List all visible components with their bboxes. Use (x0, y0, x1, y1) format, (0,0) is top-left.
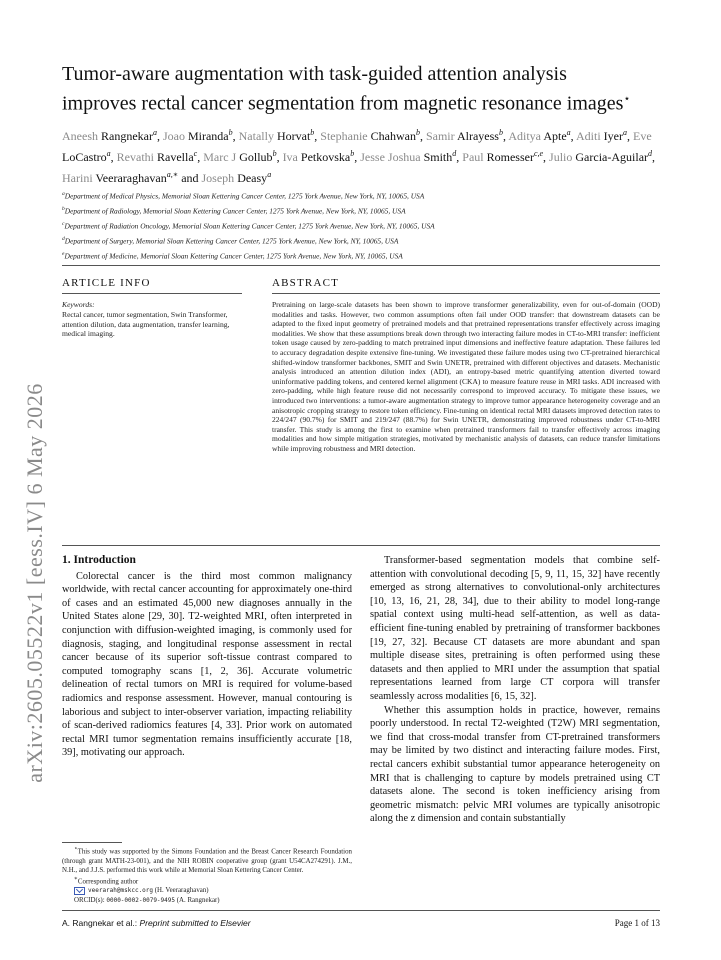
author-name (163, 129, 233, 143)
author-last-name: Gollub (239, 150, 273, 164)
author-first-name: Aneesh (62, 129, 98, 143)
author-last-name: Smith (423, 150, 453, 164)
arxiv-identifier-stamp: arXiv:2605.05522v1 [eess.IV] 6 May 2026 (22, 383, 47, 783)
author-first-name: Joao (162, 129, 185, 143)
author-affiliation-mark: b (228, 128, 233, 137)
author-name (203, 150, 276, 164)
left-column (62, 554, 352, 760)
title-footnote-mark: ⋆ (623, 93, 631, 105)
keywords-label: Keywords (62, 300, 93, 309)
author-affiliation-mark: a (152, 128, 157, 137)
author-affiliation-mark: a,∗ (166, 170, 179, 179)
author-first-name: Stephanie (320, 129, 368, 143)
author-affiliation-mark: b (350, 149, 355, 158)
running-footer-left (62, 918, 251, 928)
article-info-divider (62, 293, 242, 294)
page-number: Page 1 of 13 (614, 918, 660, 928)
author-affiliation-mark: a (267, 170, 272, 179)
author-last-name: Alrayess (456, 129, 499, 143)
introduction-heading: 1. Introduction (62, 554, 136, 566)
author-first-name: Joseph (201, 171, 235, 185)
author-first-name: Marc J (203, 150, 237, 164)
introduction-paragraph-1: Colorectal cancer is the third most common malignancy worldwide, with rectal cancer accounting for approximately one-third of cases and an estimated 45,000 new diagnoses annually in the United States alone [29, 30]. T2-weighted MRI, often interpreted in conjunction with diffusion-weighted imaging, is commonly used for diagnosis, staging, and longitudinal response assessment in rectal cancer because of its superior soft-tissue contrast compared to computed tomography scans [1, 2, 36]. Accurate volumetric delineation of rectal tumors on MRI is required for volume-based radiomics and response assessment. However, manual contouring is laborious and subject to inter-observer variation, impacting reliability of scan-derived radiomics features [4, 33]. Prior work on automated rectal MRI tumor segmentation remains insufficiently accurate [18, 39], motivating our approach. (62, 570, 352, 759)
keywords-colon: : (92, 300, 95, 309)
author-name (239, 129, 315, 143)
introduction-paragraph-2: Transformer-based segmentation models that combine self-attention with convolutional decoding [5, 9, 11, 15, 32] have recently emerged as strong alternatives to convolutional-only architectures [10, 13, 16, 21, 28, 34], due to their ability to model long-range spatial context using multi-head self-attention, as well as data-efficient fine-tuning enabled by pretraining of transformer backbones [19, 27, 32]. Because CT datasets are more abundant and span multiple disease sites, pretraining is often performed using these datasets and then applied to MRI under the assumption that spatial representations learned from large CT corpora will transfer seamlessly across modalities [6, 15, 32]. (370, 555, 660, 702)
abstract-heading: ABSTRACT (272, 277, 340, 289)
author-name (62, 171, 178, 185)
author-last-name: Miranda (187, 129, 229, 143)
title-line-1: Tumor-aware augmentation with task-guided attention analysis (62, 63, 567, 85)
introduction-paragraph-3: Whether this assumption holds in practice, however, remains poorly understood. In rectal T2-weighted (T2W) MRI segmentation, we find that cross-modal transfer from CT-pretrained transformers may be limited by two distinct and interacting failure modes. First, rectal cancers exhibit substantial tumor appearance heterogeneity on MRI that is challenging to capture by models pretrained using CT datasets alone. The second is token inefficiency arising from geometric mismatch: pelvic MRI volumes are typically anisotropic along the z dimension and contain substantially (370, 704, 660, 825)
footnote-rule (62, 842, 122, 843)
author-last-name: Romesser (486, 150, 534, 164)
author-first-name: Iva (282, 150, 298, 164)
abstract-divider (272, 293, 660, 294)
author-affiliation-mark: a (623, 128, 627, 137)
author-name (426, 129, 503, 143)
author-name (283, 150, 355, 164)
author-name (508, 129, 570, 143)
article-info-heading: ARTICLE INFO (62, 277, 151, 289)
author-last-name: LoCastro (62, 150, 107, 164)
affiliation: $^c$Department of Radiation Oncology, Memorial Sloan Kettering Cancer Center, 1275 York Avenue, New York, NY, 10065, USA (62, 220, 435, 231)
author-affiliation-mark: a (106, 149, 111, 158)
author-affiliation-mark: a (566, 128, 571, 137)
footnotes (62, 845, 352, 905)
author-name (576, 129, 627, 143)
right-column (370, 554, 660, 826)
author-last-name: Ravella (157, 150, 194, 164)
author-name (202, 171, 272, 185)
author-last-name: Petkovska (300, 150, 351, 164)
author-first-name: Natally (238, 129, 274, 143)
footer-divider (62, 910, 660, 911)
author-name (117, 150, 198, 164)
author-affiliation-mark: b (498, 128, 503, 137)
affiliation-list (62, 188, 684, 262)
author-last-name: Rangnekar (101, 129, 153, 143)
author-last-name: Apte (543, 129, 567, 143)
author-affiliation-mark: c (193, 149, 198, 158)
author-first-name: Aditi (576, 129, 601, 143)
author-first-name: Harini (62, 171, 93, 185)
author-first-name: Joshua (387, 150, 421, 164)
footer-authors: A. Rangnekar et al.: (62, 918, 138, 928)
author-affiliation-mark: c,e (533, 149, 544, 158)
author-last-name: Horvat (276, 129, 311, 143)
author-last-name: Garcia-Aguilar (575, 150, 649, 164)
funding-footnote: ⋆This study was supported by the Simons Foundation and the Breast Cancer Research Foundation (through grant MATH-23-001), and the NIH ROBIN cooperative group (grant U54CA274291). J.M., N.H., and J.J.S. performed this work while at Memorial Sloan Kettering Cancer Center. (62, 846, 352, 874)
keywords-text: Rectal cancer, tumor segmentation, Swin Transformer, attention dilution, data augmentation, transfer learning, medical imaging. (62, 309, 230, 339)
email-link[interactable]: veerarah@mskcc.org (88, 887, 154, 895)
author-affiliation-mark: b (272, 149, 277, 158)
author-affiliation-mark: d (452, 149, 457, 158)
author-affiliation-mark: d (648, 149, 653, 158)
author-name (320, 129, 420, 143)
author-list: Aneesh Rangnekar$^a$, Joao Miranda$^b$, Natally Horvat$^b$, Stephanie Chahwan$^b$, Samir Alrayess$^b$, Aditya Apte$^a$, Aditi Iyer$^a$, Eve LoCastro$^a$, Revathi Ravella$^c$, Marc J Gollub$^b$, Iva Petkovska$^b$, Jesse Joshua Smith$^d$, Paul Romesser$^{c,e}$, Julio Garcia-Aguilar$^d$, Harini Veeraraghavan$^{a,∗}$ and Joseph Deasy$^a$ (62, 128, 656, 185)
corresponding-footnote: ∗Corresponding author (74, 875, 139, 886)
email-icon (74, 887, 85, 895)
author-name (462, 150, 543, 164)
header-divider (62, 265, 660, 266)
keywords-block (62, 300, 242, 339)
orcid-footnote: ORCID(s): 0000-0002-0079-9495 (A. Rangnekar) (74, 896, 220, 904)
abstract-text: Pretraining on large-scale datasets has been shown to improve transformer generalizability, even for out-of-domain (OOD) modalities and tasks. However, two common assumptions often fail under OOD transfer: that downstream datasets can be adapted to the fixed input geometry of pretrained models and that pretrained representations transfer effectively across imaging modalities. We show that these assumptions break down through two interacting failure modes in CT-to-MRI transfer: inefficient token usage caused by zero-padding to match pretrained input dimensions and ineffective feature adaptation. These failures led to accuracy degradation despite extensive fine-tuning. We investigated these failure modes using two CT-pretrained hierarchical shifted-window transformer backbones, SMIT and Swin UNETR, pretrained with different objectives and datasets. Mechanistic analysis introduced an attention dilution index (ADI), an entropy-based metric quantifying attention diverted toward uninformative padding tokens, and centered kernel alignment (CKA) to measure feature reuse in MRI tasks. ADI increased with zero-padding, while high feature reuse did not necessarily correspond to improved accuracy. To mitigate these issues, we introduced two interventions: a tumor-aware augmentation strategy to improve tumor appearance heterogeneity coverage and an anisotropic cropping strategy to restore token efficiency. Fine-tuning on identical rectal MRI datasets improved detection rates to 224/247 (90.7%) for SMIT and 219/247 (88.7%) for Swin UNETR, demonstrating improved robustness under CT-to-MRI transfer. This study is among the first to examine when pretrained transformers fail to transfer effectively across imaging modalities and how simple mitigation strategies, motivated by mechanistic analysis of datasets, can reduce transfer limitations while improving robustness and MRI detection. (272, 300, 660, 453)
author-first-name: Paul (462, 150, 484, 164)
affiliation: $^a$Department of Medical Physics, Memorial Sloan Kettering Cancer Center, 1275 York Avenue, New York, NY, 10065, USA (62, 191, 425, 201)
affiliation: $^e$Department of Medicine, Memorial Sloan Kettering Cancer Center, 1275 York Avenue, New York, NY, 10065, USA (62, 250, 403, 260)
email-footnote: veerarah@mskcc.org (H. Veeraraghavan) (62, 886, 352, 895)
author-first-name: Samir (425, 129, 455, 143)
footer-status: Preprint submitted to Elsevier (139, 918, 251, 928)
author-affiliation-mark: b (415, 128, 420, 137)
author-first-name: Eve (633, 129, 652, 143)
affiliation: $^d$Department of Surgery, Memorial Sloan Kettering Cancer Center, 1275 York Avenue, New York, NY, 10065, USA (62, 235, 399, 246)
orcid-link[interactable]: 0000-0002-0079-9495 (106, 896, 175, 904)
author-first-name: Revathi (116, 150, 154, 164)
author-affiliation-mark: b (310, 128, 315, 137)
author-name (62, 129, 157, 143)
front-matter-bottom-divider (62, 545, 660, 546)
author-name (549, 150, 652, 164)
author-last-name: Chahwan (370, 129, 416, 143)
author-name (360, 150, 385, 164)
author-first-name: Jesse (360, 150, 385, 164)
paper-title (62, 62, 662, 117)
author-first-name: Julio (549, 150, 573, 164)
affiliation: $^b$Department of Radiology, Memorial Sloan Kettering Cancer Center, 1275 York Avenue, New York, NY, 10065, USA (62, 205, 406, 216)
author-name (388, 150, 456, 164)
title-line-2: improves rectal cancer segmentation from magnetic resonance images (62, 92, 624, 115)
author-first-name: Aditya (508, 129, 541, 143)
author-last-name: Deasy (237, 171, 268, 185)
author-last-name: Veeraraghavan (95, 171, 167, 185)
author-last-name: Iyer (603, 129, 623, 143)
